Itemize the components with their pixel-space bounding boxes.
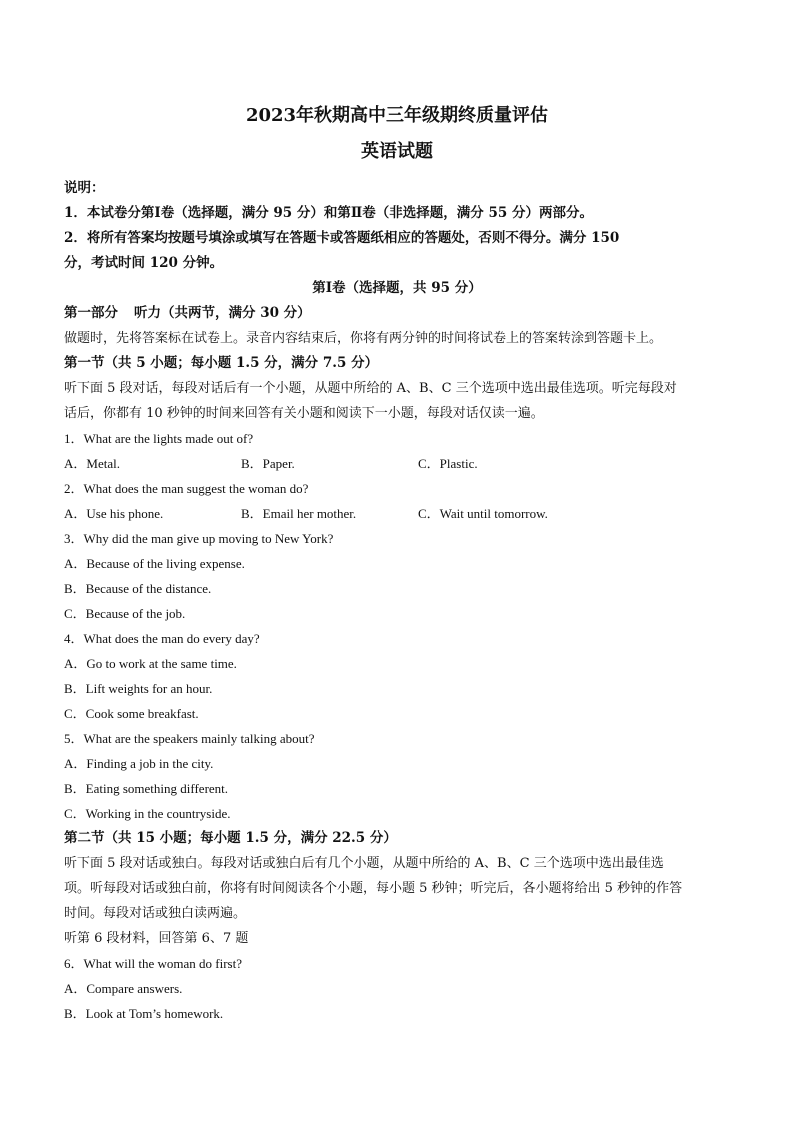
option-c: C．Cook some breakfast. (64, 706, 199, 721)
question-1-options (64, 451, 730, 476)
section-1-directions-cont: 话后，你都有 10 秒钟的时间来回答有关小题和阅读下一小题，每段对话仅读一遍。 (64, 406, 544, 421)
option-c: C．Working in the countryside. (64, 806, 231, 821)
option-a: A．Finding a job in the city. (64, 756, 214, 771)
option-b: B．Because of the distance. (64, 581, 212, 596)
section-1-heading: 第一节（共 5 小题；每小题 1.5 分，满分 7.5 分） (64, 355, 379, 371)
question-6: 6．What will the woman do first? (64, 956, 242, 971)
part-1-note: 做题时，先将答案标在试卷上。录音内容结束后，你将有两分钟的时间将试卷上的答案转涂到答题卡上。 (64, 331, 663, 346)
exam-page (64, 98, 730, 1026)
volume-1-heading: 第Ⅰ卷（选择题，共 95 分） (312, 280, 482, 296)
instructions-heading: 说明： (64, 180, 105, 196)
question-2: 2．What does the man suggest the woman do? (64, 481, 309, 496)
option-b: B．Look at Tom’s homework. (64, 1006, 224, 1021)
option-a: A．Metal. (64, 456, 120, 471)
section-2-directions-cont: 项。听每段对话或独白前，你将有时间阅读各个小题，每小题 5 秒钟；听完后，各小题将给出 5 秒钟的作答 (64, 881, 683, 896)
section-1-directions: 听下面 5 段对话，每段对话后有一个小题，从题中所给的 A、B、C 三个选项中选出最佳选项。听完每段对 (64, 381, 677, 396)
material-6-label: 听第 6 段材料，回答第 6、7 题 (64, 931, 249, 946)
option-a: A．Compare answers. (64, 981, 183, 996)
instruction-item-1: 1．本试卷分第Ⅰ卷（选择题，满分 95 分）和第Ⅱ卷（非选择题，满分 55 分）两部分。 (64, 205, 593, 221)
option-a: A．Use his phone. (64, 506, 164, 521)
option-b: B．Paper. (241, 456, 295, 471)
option-b: B．Eating something different. (64, 781, 229, 796)
instruction-item-2: 2．将所有答案均按题号填涂或填写在答题卡或答题纸相应的答题处，否则不得分。满分 150 (64, 230, 620, 246)
part-1-heading (64, 301, 730, 326)
section-2-directions-end: 时间。每段对话或独白读两遍。 (64, 906, 247, 921)
section-2-heading: 第二节（共 15 小题；每小题 1.5 分，满分 22.5 分） (64, 830, 397, 846)
question-2-options (64, 501, 730, 526)
option-c: C．Plastic. (418, 456, 478, 471)
section-2-directions: 听下面 5 段对话或独白。每段对话或独白后有几个小题，从题中所给的 A、B、C 三个选项中选出最佳选 (64, 856, 664, 871)
instruction-item-2-cont: 分，考试时间 120 分钟。 (64, 255, 224, 271)
exam-title: 2023年秋期高中三年级期终质量评估 (245, 105, 549, 126)
option-a: A．Because of the living expense. (64, 556, 245, 571)
question-3: 3．Why did the man give up moving to New York? (64, 531, 334, 546)
question-1: 1．What are the lights made out of? (64, 431, 254, 446)
part-1-title: 听力（共两节，满分 30 分） (134, 305, 311, 321)
question-4: 4．What does the man do every day? (64, 631, 260, 646)
part-1-label: 第一部分 (64, 305, 118, 321)
option-c: C．Because of the job. (64, 606, 186, 621)
option-b: B．Lift weights for an hour. (64, 681, 213, 696)
exam-subtitle: 英语试题 (361, 141, 433, 162)
option-c: C．Wait until tomorrow. (418, 506, 548, 521)
question-5: 5．What are the speakers mainly talking about? (64, 731, 315, 746)
option-b: B．Email her mother. (241, 506, 357, 521)
option-a: A．Go to work at the same time. (64, 656, 237, 671)
